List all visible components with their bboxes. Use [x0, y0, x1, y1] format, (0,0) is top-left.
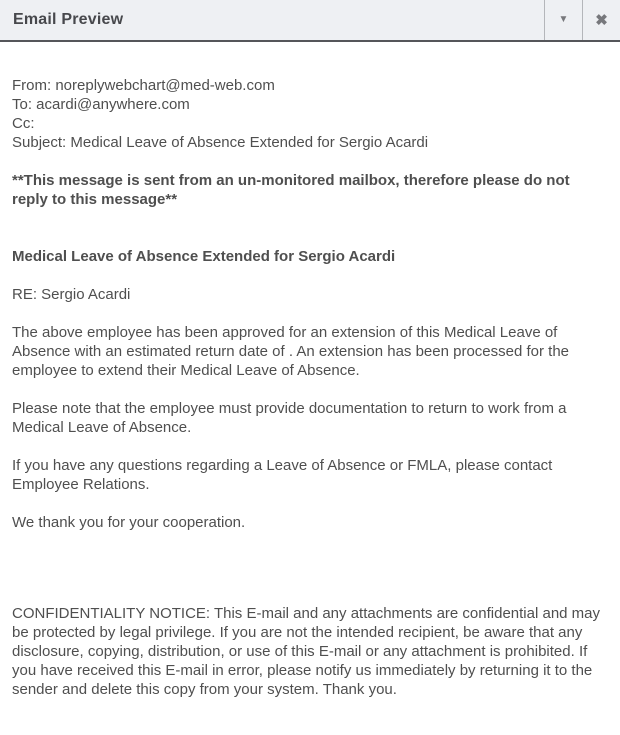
close-button[interactable]: [582, 0, 620, 40]
body-closing: We thank you for your cooperation.: [12, 514, 246, 531]
re-line: RE: Sergio Acardi: [12, 286, 131, 303]
email-header-subject: Subject: Medical Leave of Absence Extended for Sergio Acardi: [12, 134, 429, 151]
email-body-heading: Medical Leave of Absence Extended for Sergio Acardi: [12, 248, 396, 265]
dropdown-button[interactable]: [544, 0, 582, 40]
email-header-from: From: noreplywebchart@med-web.com: [12, 77, 275, 94]
body-paragraph-documentation: Please note that the employee must provide documentation to return to work from a Medical Leave of Absence.: [12, 400, 567, 436]
chevron-down-icon: ▼: [558, 14, 569, 25]
email-header-cc: Cc:: [12, 115, 35, 132]
confidentiality-notice: CONFIDENTIALITY NOTICE: This E-mail and any attachments are confidential and may be protected by legal privilege. If you are not the intended recipient, be aware that any disclosure, copying, distribution, or use of this E-mail or any attachment is prohibited. If you have received this E-mail in error, please notify us immediately by returning it to the sender and delete this copy from your system. Thank you.: [12, 605, 601, 698]
body-paragraph-approval: The above employee has been approved for an extension of this Medical Leave of Absence with an estimated return date of . An extension has been processed for the employee to extend their Medical Leave of Absence.: [12, 324, 570, 379]
email-header-to: To: acardi@anywhere.com: [12, 96, 190, 113]
email-preview-content: [0, 42, 620, 715]
dialog-titlebar: [0, 0, 620, 42]
dialog-title: Email Preview: [13, 11, 124, 28]
body-paragraph-questions: If you have any questions regarding a Leave of Absence or FMLA, please contact Employee Relations.: [12, 457, 553, 493]
close-icon: ✖: [595, 11, 608, 29]
unmonitored-mailbox-warning: **This message is sent from an un-monitored mailbox, therefore please do not reply to this message**: [12, 172, 570, 208]
